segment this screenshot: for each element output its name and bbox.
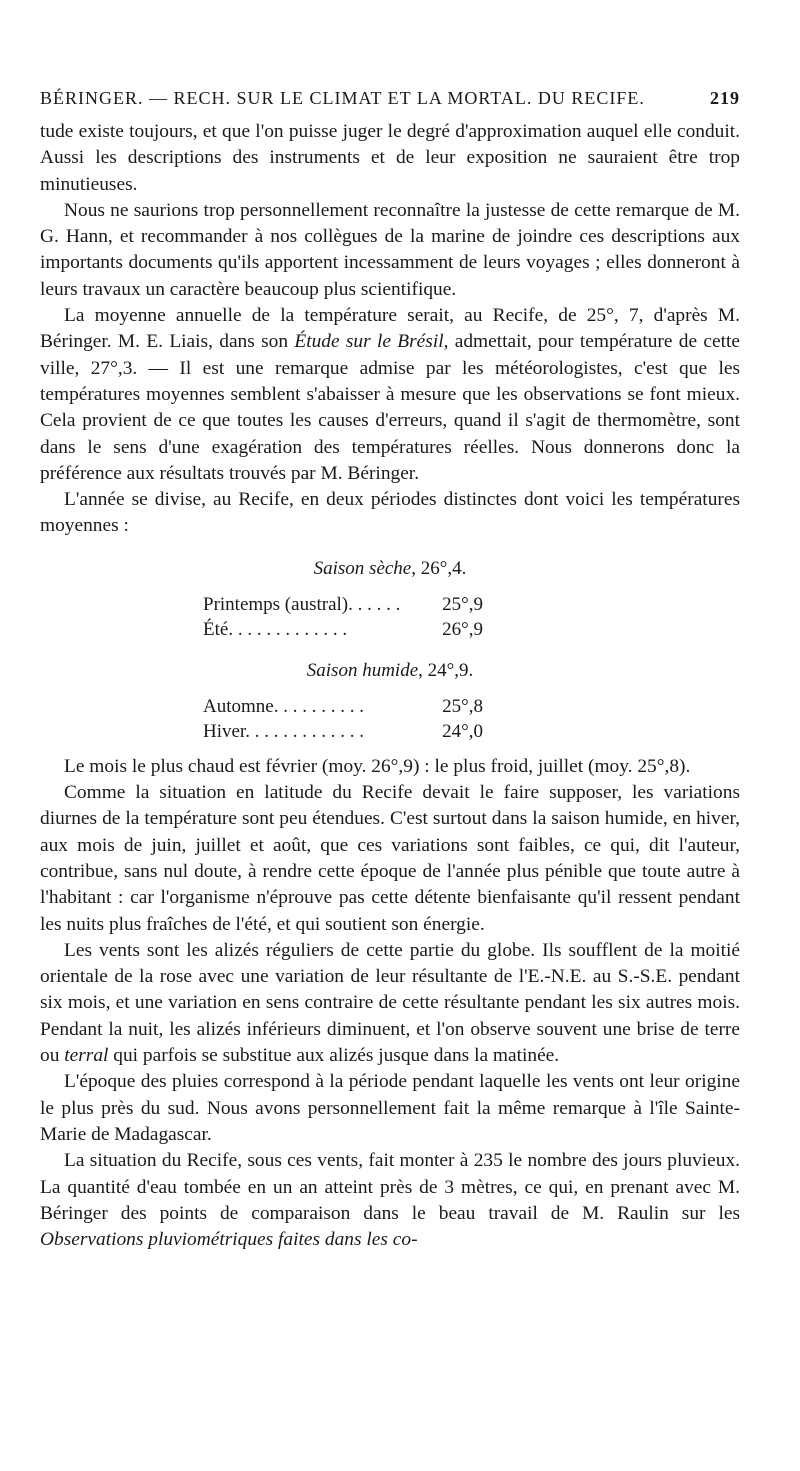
page-number: 219 [710,88,740,108]
wet-season-heading [40,660,740,682]
paragraph-9-work-title: Observations pluviométriques faites dans les co- [40,1229,418,1251]
paragraph-3-text-a: La moyenne annuelle de la température serait, au Recife, de 25°, 7, d'après M. Béringer. M. E. Liais, dans son [40,305,740,353]
table-row [203,592,483,617]
row-value: 24°,0 [442,720,483,742]
running-header [40,88,740,109]
paragraph-5: Le mois le plus chaud est février (moy. 26°,9) : le plus froid, juillet (moy. 25°,8). [64,755,691,777]
paragraph-3-text-b: , admettait, pour température de cette ville, 27°,3. — Il est une remarque admise par les météorologistes, c'est que les températures moyennes semblent s'abaisser à mesure que les observations se font mieux. Cela provient de ce que toutes les causes d'erreurs, quand il s'agit de thermomètre, sont dans le sens d'une exagération des températures réelles. Nous donnerons donc la préférence aux résultats trouvés par M. Béringer. [40,331,740,484]
row-value: 25°,9 [442,593,483,615]
paragraph-6: Comme la situation en latitude du Recife devait le faire supposer, les variations diurnes de la température sont peu étendues. C'est surtout dans la saison humide, en hiver, aux mois de juin, juillet et août, que ces variations sont faibles, ce qui, dit l'auteur, contribue, sans nul doute, à rendre cette époque de l'année plus pénible que toute autre à l'habitant : car l'organisme n'éprouve pas cette détente bienfaisante qu'il ressent pendant les nuits plus fraîches de l'été, et qui soutient son énergie. [40,782,740,935]
paragraph-8: L'époque des pluies correspond à la période pendant laquelle les vents ont leur origine le plus près du sud. Nous avons personnellement fait la même remarque à l'île Sainte-Marie de Madagascar. [40,1071,740,1145]
running-title: BÉRINGER. — RECH. SUR LE CLIMAT ET LA MORTAL. DU RECIFE. [40,88,645,108]
paragraph-1: tude existe toujours, et que l'on puisse juger le degré d'approximation auquel elle conduit. Aussi les descriptions des instruments et de leur exposition ne sauraient être trop minutieuses. [40,121,740,195]
dry-season-name: Saison sèche [313,557,412,579]
paragraph-9-text-a: La situation du Recife, sous ces vents, fait monter à 235 le nombre des jours pluvieux. La quantité d'eau tombée en un an atteint près de 3 mètres, ce qui, en prenant avec M. Béringer des points de comparaison dans le beau travail de M. Raulin sur les [40,1150,740,1224]
wet-season-value: , 24°,9. [418,659,474,681]
paragraph-4: L'année se divise, au Recife, en deux périodes distinctes dont voici les températures moyennes : [40,489,740,537]
table-row [203,719,483,744]
paragraph-7-text-a: Les vents sont les alizés réguliers de cette partie du globe. Ils soufflent de la moitié orientale de la rose avec une variation de leur résultante de l'E.-N.E. au S.-S.E. pendant six mois, et une variation en sens contraire de cette résultante pendant les six autres mois. Pendant la nuit, les alizés inférieurs diminuent, et l'on observe souvent une brise de terre ou [40,939,740,1067]
paragraph-7 [40,938,740,1069]
row-label: Été. . . . . . . . . . . . . [203,618,348,640]
row-label: Hiver. . . . . . . . . . . . . [203,720,364,742]
paragraph-9 [40,1148,740,1253]
table-row [203,694,483,719]
page [40,88,740,1253]
wet-season-table [203,694,483,744]
wet-season-name: Saison humide [306,659,419,681]
row-value: 26°,9 [442,618,483,640]
dry-season-table [203,592,483,642]
paragraph-3 [40,303,740,487]
paragraph-7-text-b: qui parfois se substitue aux alizés jusque dans la matinée. [108,1045,560,1067]
row-label: Printemps (austral). . . . . . [203,593,401,615]
paragraph-2: Nous ne saurions trop personnellement reconnaître la justesse de cette remarque de M. G. Hann, et recommander à nos collègues de la marine de joindre ces descriptions aux importants documents qu'ils apportent incessamment de leurs voyages ; elles donneront à leurs travaux un caractère beaucoup plus scientifique. [40,199,740,300]
table-row [203,617,483,642]
paragraph-7-term: terral [64,1045,109,1067]
paragraph-3-book-title: Étude sur le Brésil [294,331,444,353]
row-label: Automne. . . . . . . . . . [203,695,364,717]
dry-season-value: , 26°,4. [411,557,467,579]
dry-season-heading [40,558,740,580]
row-value: 25°,8 [442,695,483,717]
